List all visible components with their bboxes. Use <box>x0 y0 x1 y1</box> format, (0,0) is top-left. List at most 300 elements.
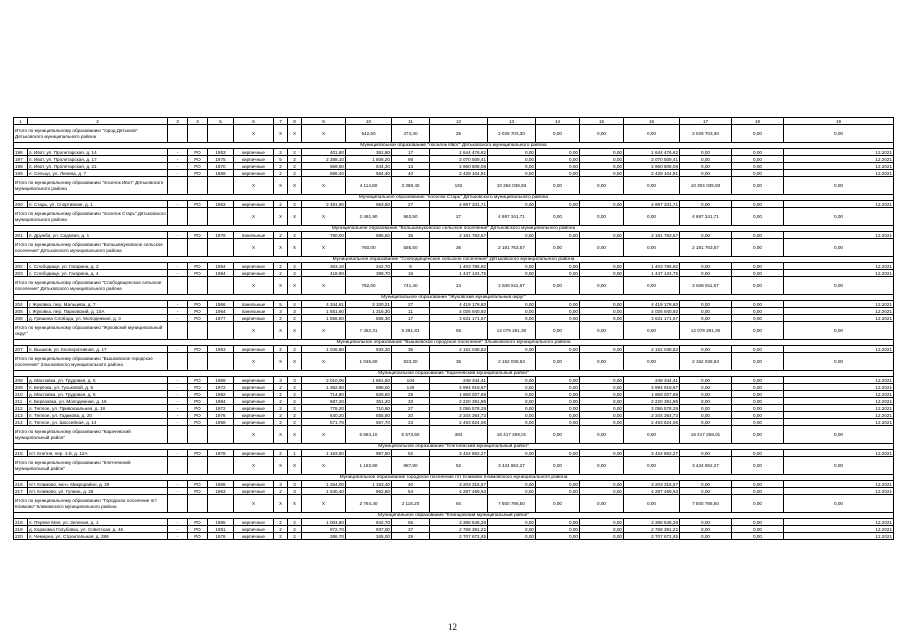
building-cell: 37 <box>392 526 430 533</box>
building-cell: 2 <box>288 163 302 170</box>
building-cell: РО <box>188 384 208 391</box>
building-cell: РО <box>188 170 208 177</box>
building-cell: 12.2021 <box>784 149 894 156</box>
building-cell: 2 960 808,09 <box>430 163 488 170</box>
building-cell: 2 181 763,57 <box>430 232 488 239</box>
building-cell: 2 <box>274 412 288 419</box>
total-cell: X <box>274 125 288 143</box>
column-number-cell: 2 <box>28 118 168 125</box>
building-cell: 0,00 <box>732 377 784 384</box>
total-cell: 0,00 <box>732 208 784 226</box>
building-cell: 0,00 <box>488 384 536 391</box>
building-cell: 0,00 <box>680 384 732 391</box>
total-cell: 5 573,60 <box>392 426 430 444</box>
building-cell: 0,00 <box>580 398 624 405</box>
building-cell: 54 <box>392 488 430 495</box>
building-cell: 0,00 <box>732 270 784 277</box>
column-number-cell: 5 <box>208 118 234 125</box>
total-cell: 0,00 <box>580 322 624 340</box>
building-cell: 0,00 <box>732 488 784 495</box>
building-cell: 710,60 <box>346 405 392 412</box>
building-cell: 0,00 <box>580 315 624 322</box>
total-cell: 0,00 <box>624 239 680 257</box>
building-cell: 2 <box>274 419 288 426</box>
total-cell: X <box>234 177 274 195</box>
building-cell: - <box>168 405 188 412</box>
building-cell: 0,00 <box>536 488 580 495</box>
total-cell <box>168 125 188 143</box>
building-cell: 3 <box>288 488 302 495</box>
row-number: 213 <box>14 412 28 419</box>
building-cell: 23 <box>392 419 430 426</box>
building-cell: 1970 <box>208 163 234 170</box>
total-cell: 0,00 <box>536 426 580 444</box>
building-cell: 0,00 <box>732 149 784 156</box>
total-cell <box>168 177 188 195</box>
building-cell: 12.2021 <box>784 526 894 533</box>
building-cell: кирпичные <box>234 149 274 156</box>
building-cell: 1 045,60 <box>302 346 346 353</box>
total-cell: 0,00 <box>536 239 580 257</box>
building-cell: 12.2021 <box>784 450 894 457</box>
section-title: Муниципальное образование "Карачевский муниципальный район" <box>14 371 894 377</box>
total-cell: 2 846 911,67 <box>488 277 536 295</box>
total-cell: 0,00 <box>732 322 784 340</box>
building-cell: 0,00 <box>536 308 580 315</box>
building-cell: 0,00 <box>488 450 536 457</box>
municipality-total-row <box>14 426 894 444</box>
building-cell: 16 <box>392 270 430 277</box>
total-cell: 5 281,81 <box>392 322 430 340</box>
building-cell: 149 <box>392 384 430 391</box>
building-cell: 3 056 578,29 <box>624 405 680 412</box>
row-number: 204 <box>14 301 28 308</box>
total-cell: 0,00 <box>784 495 894 513</box>
building-cell: 1984 <box>208 398 234 405</box>
building-cell: 0,00 <box>680 419 732 426</box>
total-cell: X <box>274 457 288 475</box>
building-cell: РО <box>188 481 208 488</box>
building-cell: - <box>168 263 188 270</box>
building-cell: 2 <box>274 398 288 405</box>
total-cell <box>188 426 208 444</box>
building-row <box>14 232 894 239</box>
building-cell: 28 <box>392 391 430 398</box>
building-cell: 3 070 509,41 <box>430 156 488 163</box>
total-cell: X <box>234 322 274 340</box>
building-cell: 12.2021 <box>784 419 894 426</box>
building-cell: 1 403 786,92 <box>624 263 680 270</box>
building-address: п. Сельцо, ул. Ленина, д. 7 <box>28 170 168 177</box>
total-cell <box>168 353 188 371</box>
building-cell: 2 <box>274 526 288 533</box>
total-cell: 0,00 <box>732 277 784 295</box>
building-cell: 0,00 <box>732 201 784 208</box>
total-cell: 0,00 <box>580 125 624 143</box>
building-cell: - <box>168 412 188 419</box>
municipality-total-row <box>14 353 894 371</box>
total-cell: 4 114,80 <box>346 177 392 195</box>
municipality-total-row <box>14 125 894 143</box>
total-cell: 10 304 039,93 <box>680 177 732 195</box>
building-cell: 2 <box>288 263 302 270</box>
total-cell: X <box>234 239 274 257</box>
total-cell: 2 846 911,67 <box>680 277 732 295</box>
building-cell: кирпичные <box>234 526 274 533</box>
total-cell <box>208 125 234 143</box>
total-cell: 10 364 039,93 <box>488 177 536 195</box>
building-cell: - <box>168 308 188 315</box>
total-cell: X <box>288 208 302 226</box>
column-number-cell: 8 <box>288 118 302 125</box>
building-cell: 0,00 <box>488 315 536 322</box>
building-cell: 0,00 <box>732 384 784 391</box>
building-cell: 0,00 <box>488 419 536 426</box>
building-cell: - <box>168 398 188 405</box>
total-cell: 474,40 <box>392 125 430 143</box>
total-cell <box>188 239 208 257</box>
building-cell: кирпичные <box>234 533 274 540</box>
total-cell: 0,00 <box>536 125 580 143</box>
total-cell <box>208 457 234 475</box>
total-cell: 0,00 <box>732 239 784 257</box>
total-cell <box>168 495 188 513</box>
building-row <box>14 412 894 419</box>
building-cell: 2 <box>274 346 288 353</box>
total-cell: 0,00 <box>784 177 894 195</box>
building-cell: 12.2021 <box>784 308 894 315</box>
building-row <box>14 263 894 270</box>
building-cell: 2 <box>288 232 302 239</box>
building-cell: 0,00 <box>732 412 784 419</box>
building-cell: 12.2021 <box>784 519 894 526</box>
building-cell: кирпичные <box>234 419 274 426</box>
building-cell: - <box>168 156 188 163</box>
row-number: 214 <box>14 419 28 426</box>
building-cell: 1 254,00 <box>302 481 346 488</box>
building-cell: 0,00 <box>580 419 624 426</box>
total-cell: 0,00 <box>580 426 624 444</box>
building-cell: 2 <box>288 519 302 526</box>
building-cell: - <box>168 232 188 239</box>
total-cell: 933,30 <box>392 353 430 371</box>
column-number-cell: 6 <box>234 118 274 125</box>
building-cell: 3 <box>274 308 288 315</box>
building-cell: 12.2021 <box>784 481 894 488</box>
building-cell: 0,00 <box>580 346 624 353</box>
total-cell: X <box>234 495 274 513</box>
building-cell: 418,90 <box>302 270 346 277</box>
building-cell: 0,00 <box>680 170 732 177</box>
row-number: 197 <box>14 156 28 163</box>
total-cell <box>208 495 234 513</box>
building-cell: 0,00 <box>580 533 624 540</box>
building-cell: 2 <box>288 391 302 398</box>
total-cell: 35 <box>430 353 488 371</box>
total-cell: 0,00 <box>624 495 680 513</box>
building-cell: - <box>168 270 188 277</box>
total-cell: 0,00 <box>536 277 580 295</box>
total-cell: 0,00 <box>580 208 624 226</box>
total-cell: 6 664,10 <box>346 426 392 444</box>
building-cell: 0,00 <box>732 163 784 170</box>
total-cell: 384 <box>430 426 488 444</box>
building-cell: 3 388 546,26 <box>624 519 680 526</box>
total-cell: 0,00 <box>624 322 680 340</box>
building-cell: 20 <box>392 412 430 419</box>
total-cell <box>168 277 188 295</box>
building-cell: кирпичные <box>234 263 274 270</box>
building-cell: 2 344 364,73 <box>624 412 680 419</box>
building-cell: 27 <box>392 201 430 208</box>
building-cell: РО <box>188 149 208 156</box>
building-cell: РО <box>188 315 208 322</box>
building-cell: 963,50 <box>346 201 392 208</box>
building-cell: 0,00 <box>580 391 624 398</box>
row-number: 201 <box>14 232 28 239</box>
building-cell: 0,00 <box>488 412 536 419</box>
column-number-cell: 19 <box>784 118 894 125</box>
building-cell: 0,00 <box>580 384 624 391</box>
building-cell: 686,40 <box>302 170 346 177</box>
section-title: Муниципальное образование "поселок Ивот" Дятьковского муниципального района <box>14 143 894 149</box>
building-cell: 0,00 <box>580 301 624 308</box>
building-address: п. Первое Мая, ул. Зеленая, д. 1 <box>28 519 168 526</box>
building-cell: 29 <box>392 533 430 540</box>
total-cell: 2 029 703,30 <box>680 125 732 143</box>
building-address: п. Ивот, ул. Пролетарская, д. 17 <box>28 156 168 163</box>
total-cell <box>168 457 188 475</box>
building-cell: 4 <box>288 301 302 308</box>
total-cell: 7 452,31 <box>346 322 392 340</box>
building-cell: 0,00 <box>680 526 732 533</box>
building-cell: 2 152 038,63 <box>624 346 680 353</box>
building-cell: 2 428 104,91 <box>624 170 680 177</box>
building-cell: - <box>168 481 188 488</box>
total-cell: X <box>302 208 346 226</box>
building-cell: 937,00 <box>346 526 392 533</box>
column-number-cell: 7 <box>274 118 288 125</box>
building-cell: 0,00 <box>536 301 580 308</box>
housing-register-table <box>13 117 894 540</box>
building-cell: 2 768 391,22 <box>430 526 488 533</box>
total-cell: X <box>302 125 346 143</box>
building-cell: 1 556,80 <box>302 315 346 322</box>
building-cell: 0,00 <box>580 481 624 488</box>
building-cell: 4 419 178,80 <box>624 301 680 308</box>
building-cell: 3 <box>274 377 288 384</box>
building-cell: 629,60 <box>346 391 392 398</box>
building-address: д. Масловка, ул. Трудовая, д. 6 <box>28 391 168 398</box>
building-cell: 0,00 <box>680 163 732 170</box>
building-cell: 5 <box>274 301 288 308</box>
building-cell: 4 297 469,93 <box>430 488 488 495</box>
municipality-total-row <box>14 495 894 513</box>
building-cell: 865,30 <box>346 315 392 322</box>
total-cell: X <box>234 426 274 444</box>
building-cell: кирпичные <box>234 384 274 391</box>
total-cell: 0,00 <box>784 277 894 295</box>
building-cell: РО <box>188 201 208 208</box>
building-row <box>14 315 894 322</box>
column-number-cell: 9 <box>302 118 346 125</box>
building-cell: кирпичные <box>234 170 274 177</box>
building-cell: РО <box>188 163 208 170</box>
building-cell: 2 <box>288 149 302 156</box>
total-cell: X <box>288 426 302 444</box>
total-cell <box>188 353 208 371</box>
building-cell: 1991 <box>208 526 234 533</box>
building-cell: 36 <box>392 232 430 239</box>
total-cell: 0,00 <box>784 457 894 475</box>
building-cell: кирпичные <box>234 481 274 488</box>
building-cell: 0,00 <box>580 149 624 156</box>
total-cell: 987,80 <box>392 457 430 475</box>
building-cell: 8 <box>392 263 430 270</box>
building-cell: РО <box>188 301 208 308</box>
total-cell: 0,00 <box>580 277 624 295</box>
building-cell: 17 <box>392 315 430 322</box>
building-address: г. Жуковка, пер. Мальцева, д. 7 <box>28 301 168 308</box>
building-cell: 12.2021 <box>784 533 894 540</box>
building-row <box>14 398 894 405</box>
building-row <box>14 163 894 170</box>
building-cell: 1986 <box>208 481 234 488</box>
building-cell: 2 707 672,45 <box>624 533 680 540</box>
building-cell: 2 <box>274 149 288 156</box>
building-cell: 12.2021 <box>784 412 894 419</box>
building-cell: 0,00 <box>536 263 580 270</box>
building-cell: 4 419 178,80 <box>430 301 488 308</box>
total-cell <box>208 322 234 340</box>
building-cell: 401,80 <box>302 149 346 156</box>
building-cell: РО <box>188 398 208 405</box>
building-cell: РО <box>188 308 208 315</box>
building-cell: - <box>168 315 188 322</box>
building-address: п. Ивот, ул. Пролетарская, д. 14 <box>28 149 168 156</box>
building-cell: 0,00 <box>680 301 732 308</box>
total-cell: 0,00 <box>536 353 580 371</box>
total-cell: X <box>274 277 288 295</box>
total-cell <box>208 239 234 257</box>
building-cell: 0,00 <box>732 315 784 322</box>
building-cell: 898,00 <box>346 384 392 391</box>
building-cell: 1 861,50 <box>346 377 392 384</box>
column-number-cell: 16 <box>624 118 680 125</box>
building-cell: 0,00 <box>580 163 624 170</box>
building-cell: 2 493 624,06 <box>430 419 488 426</box>
total-label: Итого по муниципальному образованию "Большежуковское сельское поселение" Дятьковского муниципального района <box>14 239 168 257</box>
total-cell: 0,00 <box>536 208 580 226</box>
building-cell: 0,00 <box>536 315 580 322</box>
building-cell: 2 <box>288 405 302 412</box>
building-cell: 342,70 <box>346 263 392 270</box>
building-cell: 1 447 124,75 <box>624 270 680 277</box>
building-cell: 942,70 <box>346 519 392 526</box>
building-cell: 0,00 <box>580 270 624 277</box>
building-address: п. Дружба, ул. Садовая, д. 1 <box>28 232 168 239</box>
total-cell: X <box>302 277 346 295</box>
building-cell: 2 <box>274 315 288 322</box>
building-cell: 0,00 <box>732 533 784 540</box>
total-cell <box>188 457 208 475</box>
building-address: д. Коржовка Голубовка, ул. Советская, д. 46 <box>28 526 168 533</box>
total-cell: X <box>288 239 302 257</box>
building-row <box>14 156 894 163</box>
building-cell: 1965 <box>208 519 234 526</box>
total-cell: 52 <box>430 457 488 475</box>
building-cell: 0,00 <box>536 384 580 391</box>
building-cell: 3 388 546,26 <box>430 519 488 526</box>
building-cell: 2 707 672,45 <box>430 533 488 540</box>
building-cell: 52 <box>392 450 430 457</box>
building-address: п. Берёзка, ул. Гуськовой, д. 5 <box>28 384 168 391</box>
building-cell: 1 551,60 <box>302 308 346 315</box>
building-cell: 0,00 <box>680 232 732 239</box>
building-cell: 0,00 <box>680 201 732 208</box>
building-cell: 2 <box>288 170 302 177</box>
building-cell: 0,00 <box>488 156 536 163</box>
building-cell: 0,00 <box>580 170 624 177</box>
section-title: Муниципальное образование "Клетнянский муниципальный район" <box>14 444 894 450</box>
total-cell: 7 500 786,50 <box>680 495 732 513</box>
building-cell: 0,00 <box>732 526 784 533</box>
total-label: Итого по муниципальному образованию "поселок Ивот" Дятьковского муниципального района <box>14 177 168 195</box>
building-cell: 564,40 <box>346 170 392 177</box>
building-cell: кирпичные <box>234 391 274 398</box>
building-cell: 363,10 <box>302 263 346 270</box>
row-number: 220 <box>14 533 28 540</box>
total-cell: 4 697 341,71 <box>488 208 536 226</box>
total-cell: X <box>288 177 302 195</box>
building-cell: РО <box>188 405 208 412</box>
total-cell: X <box>302 322 346 340</box>
building-cell: 0,00 <box>732 481 784 488</box>
total-cell: 2 152 038,63 <box>680 353 732 371</box>
total-cell: 0,00 <box>784 426 894 444</box>
total-cell <box>168 239 188 257</box>
total-cell: 0,00 <box>624 457 680 475</box>
municipality-total-row <box>14 277 894 295</box>
building-cell: РО <box>188 156 208 163</box>
building-row <box>14 170 894 177</box>
building-cell: 12.2021 <box>784 315 894 322</box>
total-cell: X <box>302 457 346 475</box>
column-number-cell: 15 <box>580 118 624 125</box>
building-cell: 2 <box>274 405 288 412</box>
building-cell: 1972 <box>208 405 234 412</box>
building-address: п. Теплое, ул. Гадикова, д. 20 <box>28 412 168 419</box>
building-cell: 3 994 919,67 <box>430 384 488 391</box>
building-cell: 1 163,80 <box>302 450 346 457</box>
row-number: 203 <box>14 270 28 277</box>
building-cell: 2 181 763,57 <box>624 232 680 239</box>
building-cell: 2 768 391,22 <box>624 526 680 533</box>
building-cell: 2 <box>288 346 302 353</box>
row-number: 218 <box>14 519 28 526</box>
total-cell: 760,00 <box>346 239 392 257</box>
building-cell: 1 316,30 <box>346 308 392 315</box>
building-cell: 0,00 <box>488 398 536 405</box>
building-cell: 398,70 <box>346 270 392 277</box>
building-row <box>14 391 894 398</box>
building-cell: - <box>168 170 188 177</box>
row-number: 211 <box>14 398 28 405</box>
building-cell: кирпичные <box>234 270 274 277</box>
building-cell: панельные <box>234 301 274 308</box>
building-cell: 0,00 <box>680 263 732 270</box>
total-cell: X <box>302 353 346 371</box>
